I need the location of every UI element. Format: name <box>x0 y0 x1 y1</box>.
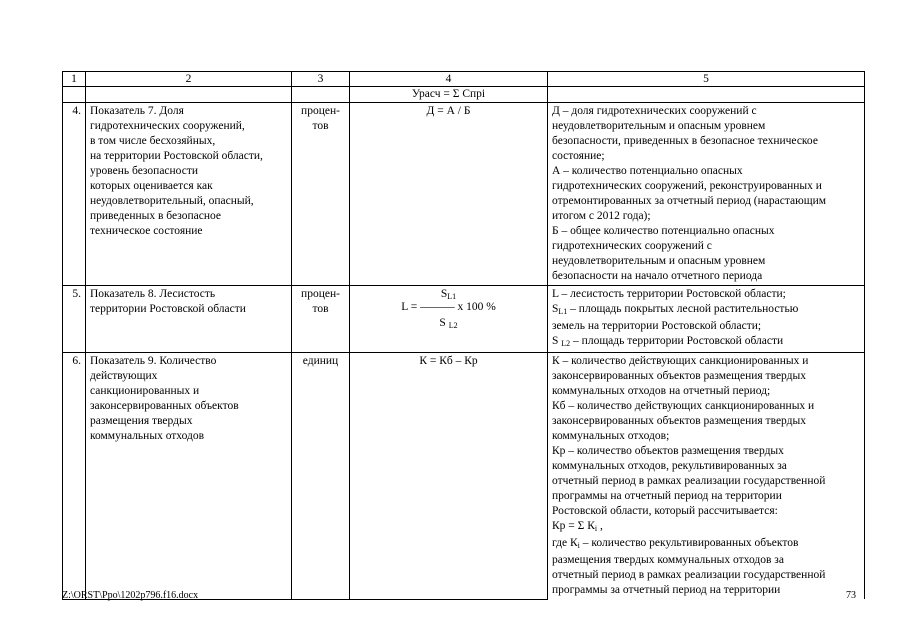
unit: процен- тов <box>292 286 350 353</box>
header-cell: 3 <box>292 72 350 87</box>
indicator-table <box>62 71 865 600</box>
formula: К = Кб – Кр <box>350 353 548 600</box>
indicator-name: Показатель 8. Лесистость территории Ростовской области <box>86 286 292 353</box>
header-cell: 1 <box>63 72 86 87</box>
header-cell: 2 <box>86 72 292 87</box>
header-cell: 5 <box>548 72 865 87</box>
description: L – лесистость территории Ростовской области; $S_{L1}$ – площадь покрытых лесной растительностью земель на территории Ростовской области; S $_{L2}$ – площадь территории Ростовской области <box>548 286 865 353</box>
table-row <box>63 286 865 353</box>
table-row <box>63 103 865 286</box>
row-number: 6. <box>63 353 86 600</box>
header-cell: 4 <box>350 72 548 87</box>
description: К – количество действующих санкционированных и законсервированных объектов размещения твердых коммунальных отходов на отчетный период; Кб – количество действующих санкционированных и законсервированных объектов размещения твердых коммунальных отходов; Кр – количество объектов размещения твердых коммунальных отходов, рекультивированных за отчетный период в рамках реализации государственной программы на отчетный период на территории Ростовской области, который рассчитывается: Кр = Σ $К_i$ , где $К_i$ – количество рекультивированных объектов размещения твердых коммунальных отходов за отчетный период в рамках реализации государственной программы за отчетный период на территории <box>548 353 865 600</box>
unit: единиц <box>292 353 350 600</box>
table-row <box>63 353 865 600</box>
header-row <box>63 72 865 87</box>
unit: процен- тов <box>292 103 350 286</box>
formula: Д = А / Б <box>350 103 548 286</box>
description: Д – доля гидротехнических сооружений с неудовлетворительным и опасным уровнем безопасности, приведенных в безопасное техническое состояние; А – количество потенциально опасных гидротехнических сооружений, реконструированных и отремонтированных за отчетный период (нарастающим итогом с 2012 года); Б – общее количество потенциально опасных гидротехнических сооружений с неудовлетворительным и опасным уровнем безопасности на начало отчетного периода <box>548 103 865 286</box>
row-number: 5. <box>63 286 86 353</box>
row-number: 4. <box>63 103 86 286</box>
document-path: Z:\ORST\Ppo\1202p796.f16.docx <box>62 590 199 601</box>
carry-row <box>63 87 865 103</box>
page-number: 73 <box>846 590 856 601</box>
indicator-name: Показатель 7. Доля гидротехнических сооружений, в том числе бесхозяйных, на территории Ростовской области, уровень безопасности которых оценивается как неудовлетворительный, опасный, приведенных в безопасное техническое состояние <box>86 103 292 286</box>
carry-formula: Урасч = Σ Спрi <box>350 87 548 103</box>
indicator-name: Показатель 9. Количество действующих санкционированных и законсервированных объектов размещения твердых коммунальных отходов <box>86 353 292 600</box>
formula: $S_{L1}$ L = ——— x 100 % S $_{L2}$ <box>350 286 548 353</box>
